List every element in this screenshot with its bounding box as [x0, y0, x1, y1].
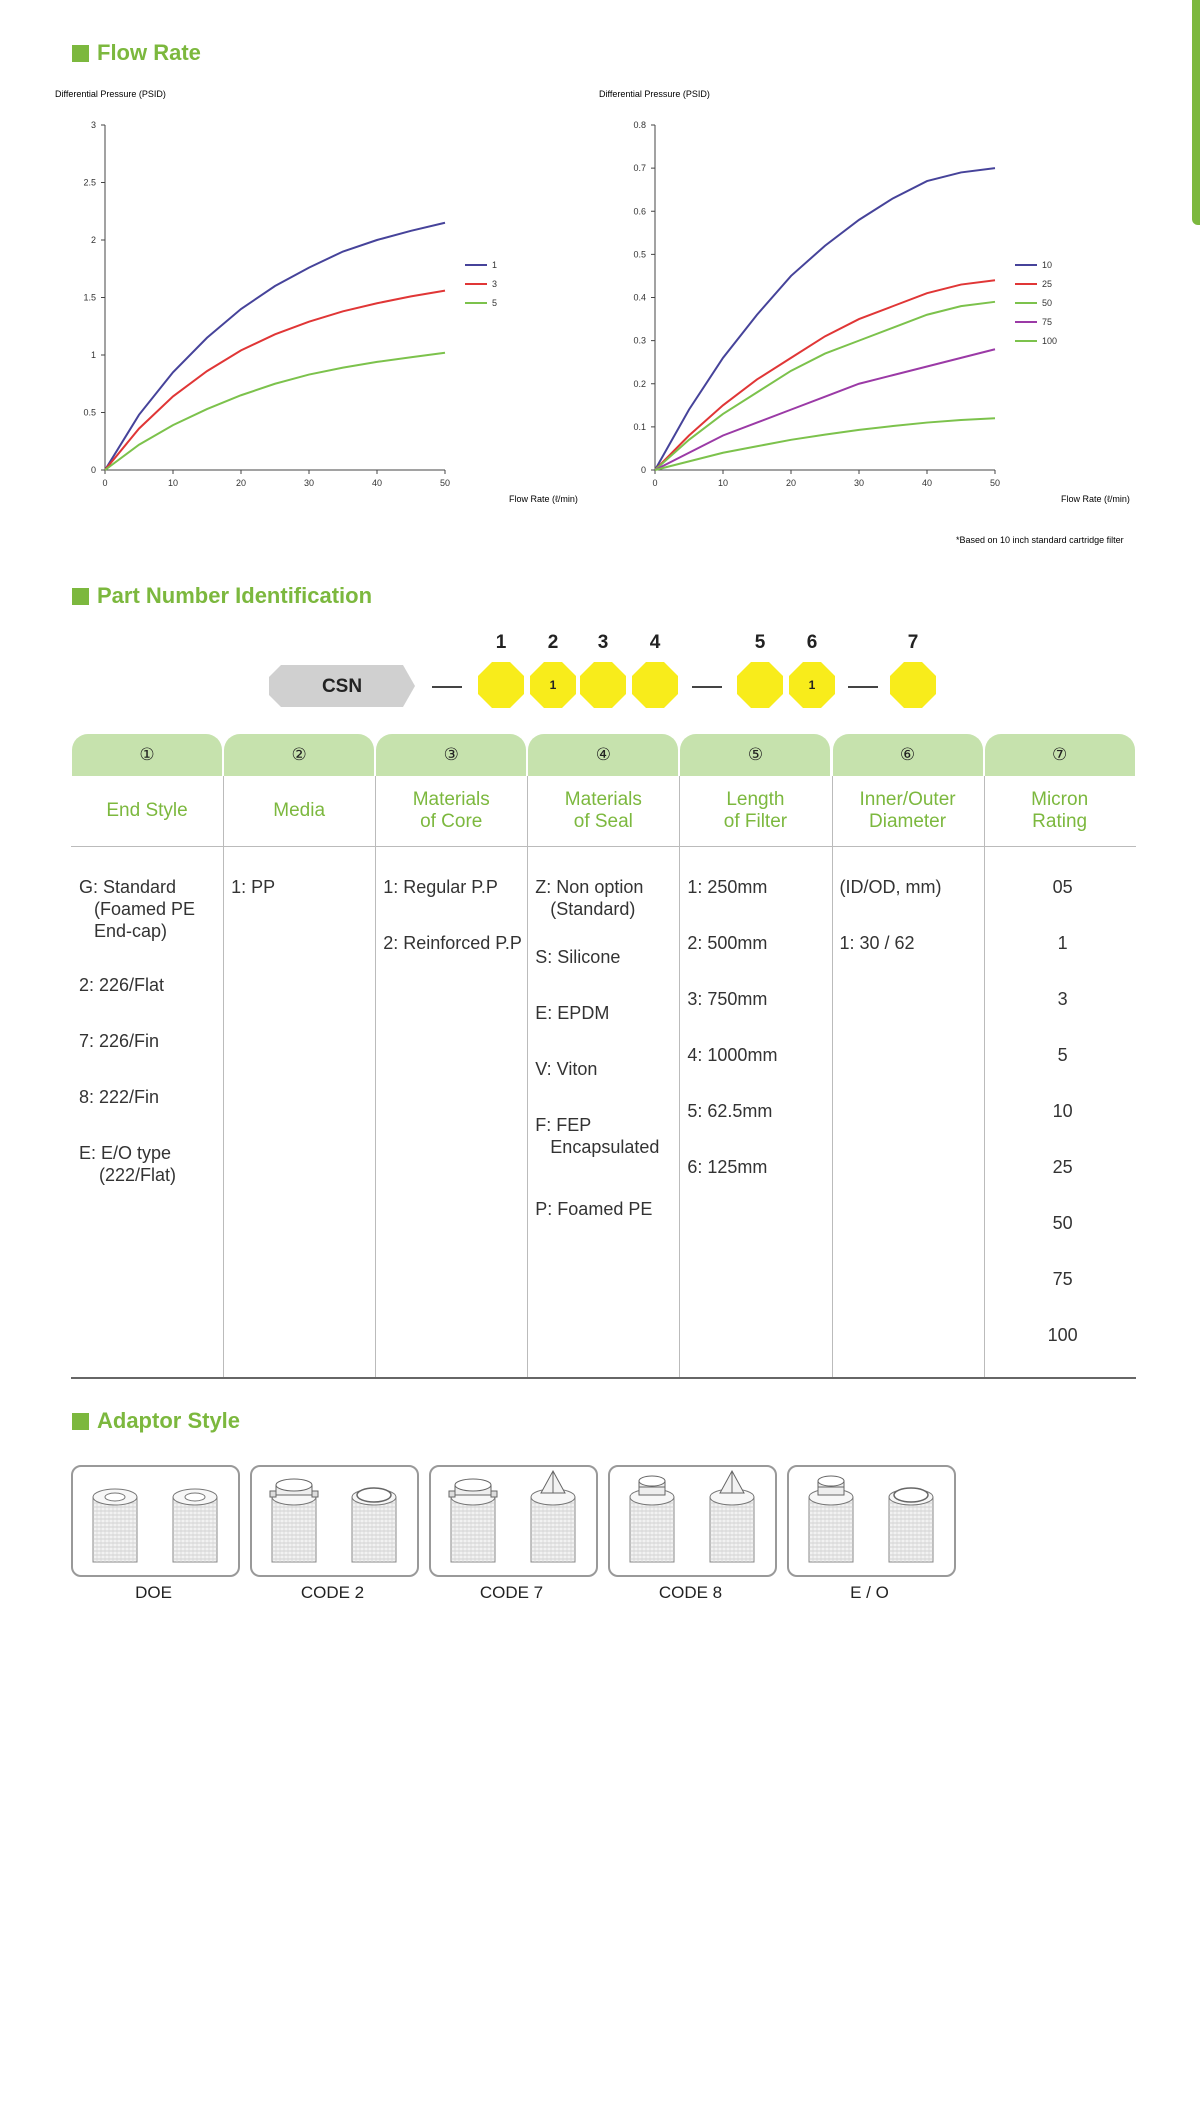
y-tick-label: 0.6: [633, 206, 646, 217]
column-divider: [527, 776, 528, 1377]
adaptor-label: CODE 2: [300, 1583, 365, 1602]
column-title: End Style: [106, 800, 188, 821]
legend-label: 75: [1042, 317, 1053, 327]
x-tick-label: 40: [371, 478, 383, 488]
option-entry: 3: [1057, 989, 1068, 1009]
column-divider: [679, 776, 680, 1377]
option-entry: (ID/OD, mm): [839, 877, 942, 897]
y-tick-label: 0.8: [633, 120, 646, 130]
flow-rate-title-text: Flow Rate: [97, 40, 201, 65]
option-entry: 05: [1052, 877, 1073, 897]
column-number-tab: ⑤: [680, 734, 830, 776]
adaptor-illustration: [73, 1467, 238, 1575]
adaptor-card: [608, 1465, 777, 1577]
option-entry: E: E/O type (222/Flat): [79, 1143, 177, 1185]
separator-dash: [692, 686, 722, 688]
series-line-10: [655, 168, 995, 470]
part-digit-1: 1: [495, 632, 507, 653]
legend-label: 25: [1042, 279, 1053, 289]
adaptor-label: E / O: [850, 1583, 889, 1602]
series-line-75: [655, 349, 995, 470]
legend-label: 50: [1042, 298, 1053, 308]
column-divider: [832, 776, 833, 1377]
part-slot-1: [478, 662, 524, 708]
y-tick-label: 0.5: [633, 249, 646, 260]
part-number-title-text: Part Number Identification: [97, 583, 373, 608]
y-tick-label: 0.2: [633, 378, 646, 389]
legend-label: 3: [492, 279, 498, 289]
option-entry: 6: 125mm: [687, 1157, 768, 1177]
y-tick-label: 2: [90, 235, 96, 245]
part-slot-4: [632, 662, 678, 708]
adaptor-label: DOE: [135, 1583, 172, 1602]
y-tick-label: 0.1: [633, 421, 646, 432]
option-entry: S: Silicone: [535, 947, 621, 967]
y-tick-label: 0.4: [633, 292, 646, 303]
x-tick-label: 50: [439, 478, 451, 488]
y-tick-label: 0.7: [633, 163, 646, 174]
adaptor-style-title-text: Adaptor Style: [97, 1408, 241, 1433]
oring-cap-icon: [630, 1476, 674, 1562]
csn-prefix-text: CSN: [321, 676, 363, 697]
title-square-icon: [72, 45, 89, 62]
option-entry: G: Standard (Foamed PE End-cap): [79, 877, 196, 941]
flow-chart-right-svg: [605, 110, 1150, 520]
option-entry: 75: [1052, 1269, 1073, 1289]
part-digit-7: 7: [907, 632, 919, 653]
chart2-xlabel: Flow Rate (ℓ/min): [1061, 494, 1130, 504]
column-title: Micron Rating: [1031, 789, 1089, 832]
chart1-ylabel: Differential Pressure (PSID): [55, 89, 166, 99]
adaptor-illustration: [431, 1467, 596, 1575]
series-line-1: [105, 223, 445, 470]
x-tick-label: 0: [102, 478, 108, 488]
part-slot-fixed-label: 1: [549, 678, 557, 692]
legend-label: 10: [1042, 260, 1053, 270]
column-title: Materials of Seal: [564, 789, 642, 832]
part-number-title: [72, 583, 372, 609]
column-divider: [223, 776, 224, 1377]
series-line-3: [105, 291, 445, 470]
legend-label: 100: [1042, 336, 1058, 346]
y-tick-label: 0: [640, 465, 646, 475]
adaptor-label: CODE 7: [479, 1583, 544, 1602]
option-entry: E: EPDM: [535, 1003, 610, 1023]
column-divider: [375, 776, 376, 1377]
y-tick-label: 3: [90, 120, 96, 130]
column-number-tab: ④: [528, 734, 678, 776]
adaptor-illustration: [610, 1467, 775, 1575]
side-tab-marker: [1192, 0, 1200, 225]
y-tick-label: 0.3: [633, 335, 646, 346]
adaptor-label: CODE 8: [658, 1583, 723, 1602]
part-digit-6: 6: [806, 632, 818, 653]
adaptor-illustration: [252, 1467, 417, 1575]
option-entry: 50: [1052, 1213, 1073, 1233]
part-slot-5: [737, 662, 783, 708]
option-entry: 1: 250mm: [687, 877, 768, 897]
adaptor-card: [71, 1465, 240, 1577]
flow-rate-title: [72, 40, 201, 66]
column-title: Materials of Core: [412, 789, 490, 832]
option-entry: 5: 62.5mm: [687, 1101, 773, 1121]
option-entry: 8: 222/Fin: [79, 1087, 160, 1107]
y-tick-label: 1.5: [83, 292, 96, 303]
column-number-tab: ②: [224, 734, 374, 776]
oring-cap-icon: [809, 1476, 853, 1562]
column-title-row: [71, 776, 1136, 847]
x-tick-label: 30: [303, 478, 315, 488]
x-tick-label: 50: [989, 478, 1001, 488]
option-entry: 100: [1047, 1325, 1078, 1345]
table-bottom-border: [71, 1377, 1136, 1379]
option-entry: 2: 500mm: [687, 933, 768, 953]
column-number-tab: ③: [376, 734, 526, 776]
series-line-25: [655, 280, 995, 470]
x-tick-label: 10: [717, 478, 729, 488]
part-slot-fixed-label: 1: [808, 678, 816, 692]
flow-chart-left: [55, 110, 600, 520]
option-entry: 3: 750mm: [687, 989, 768, 1009]
option-entry: P: Foamed PE: [535, 1199, 653, 1219]
column-number-tab: ⑦: [985, 734, 1135, 776]
column-title: Inner/Outer Diameter: [859, 789, 956, 832]
flat-cap-icon: [352, 1488, 396, 1562]
column-title: Media: [273, 800, 326, 821]
separator-dash: [432, 686, 462, 688]
flow-chart-right: [605, 110, 1150, 520]
legend-label: 1: [492, 260, 498, 270]
bayonet-cap-icon: [270, 1479, 318, 1562]
option-entry: 1: [1057, 933, 1068, 953]
legend-label: 5: [492, 298, 498, 308]
option-entry: 7: 226/Fin: [79, 1031, 160, 1051]
option-entry: 5: [1057, 1045, 1068, 1065]
open-end-cap-icon: [93, 1489, 137, 1562]
bayonet-cap-icon: [449, 1479, 497, 1562]
open-end-cap-icon: [173, 1489, 217, 1562]
column-number-tabs: [71, 734, 1136, 776]
adaptor-card: [429, 1465, 598, 1577]
y-tick-label: 0.5: [83, 407, 96, 418]
part-digit-5: 5: [754, 632, 766, 653]
column-number-tab: ①: [72, 734, 222, 776]
part-slot-7: [890, 662, 936, 708]
adaptor-card: [787, 1465, 956, 1577]
option-entry: 2: Reinforced P.P: [383, 933, 522, 953]
flow-chart-left-svg: [55, 110, 600, 520]
column-title: Length of Filter: [723, 789, 788, 832]
part-digit-3: 3: [597, 632, 609, 653]
option-entry: V: Viton: [535, 1059, 598, 1079]
x-tick-label: 20: [785, 478, 797, 488]
y-tick-label: 2.5: [83, 177, 96, 188]
part-digit-4: 4: [649, 632, 661, 653]
option-entry: 25: [1052, 1157, 1073, 1177]
option-entry: 2: 226/Flat: [79, 975, 165, 995]
option-entry: 4: 1000mm: [687, 1045, 778, 1065]
x-tick-label: 40: [921, 478, 933, 488]
option-entry: 1: PP: [231, 877, 276, 897]
adaptor-card: [250, 1465, 419, 1577]
option-entry: F: FEP Encapsulated: [535, 1115, 660, 1157]
column-divider: [984, 776, 985, 1377]
footnote: *Based on 10 inch standard cartridge filter: [956, 535, 1124, 545]
adaptor-style-title: [72, 1408, 240, 1434]
option-entry: Z: Non option (Standard): [535, 877, 644, 919]
option-entry: 1: 30 / 62: [839, 933, 915, 953]
x-tick-label: 30: [853, 478, 865, 488]
option-entry: 10: [1052, 1101, 1073, 1121]
fin-cap-icon: [531, 1471, 575, 1562]
chart1-xlabel: Flow Rate (ℓ/min): [509, 494, 578, 504]
chart2-ylabel: Differential Pressure (PSID): [599, 89, 710, 99]
column-number-tab: ⑥: [833, 734, 983, 776]
adaptor-illustration: [789, 1467, 954, 1575]
fin-cap-icon: [710, 1471, 754, 1562]
x-tick-label: 20: [235, 478, 247, 488]
title-square-icon: [72, 1413, 89, 1430]
x-tick-label: 0: [652, 478, 658, 488]
flat-cap-icon: [889, 1488, 933, 1562]
separator-dash: [848, 686, 878, 688]
x-tick-label: 10: [167, 478, 179, 488]
y-tick-label: 0: [90, 465, 96, 475]
title-square-icon: [72, 588, 89, 605]
part-digit-2: 2: [547, 632, 559, 653]
y-tick-label: 1: [90, 350, 96, 360]
option-entry: 1: Regular P.P: [383, 877, 498, 897]
part-slot-3: [580, 662, 626, 708]
